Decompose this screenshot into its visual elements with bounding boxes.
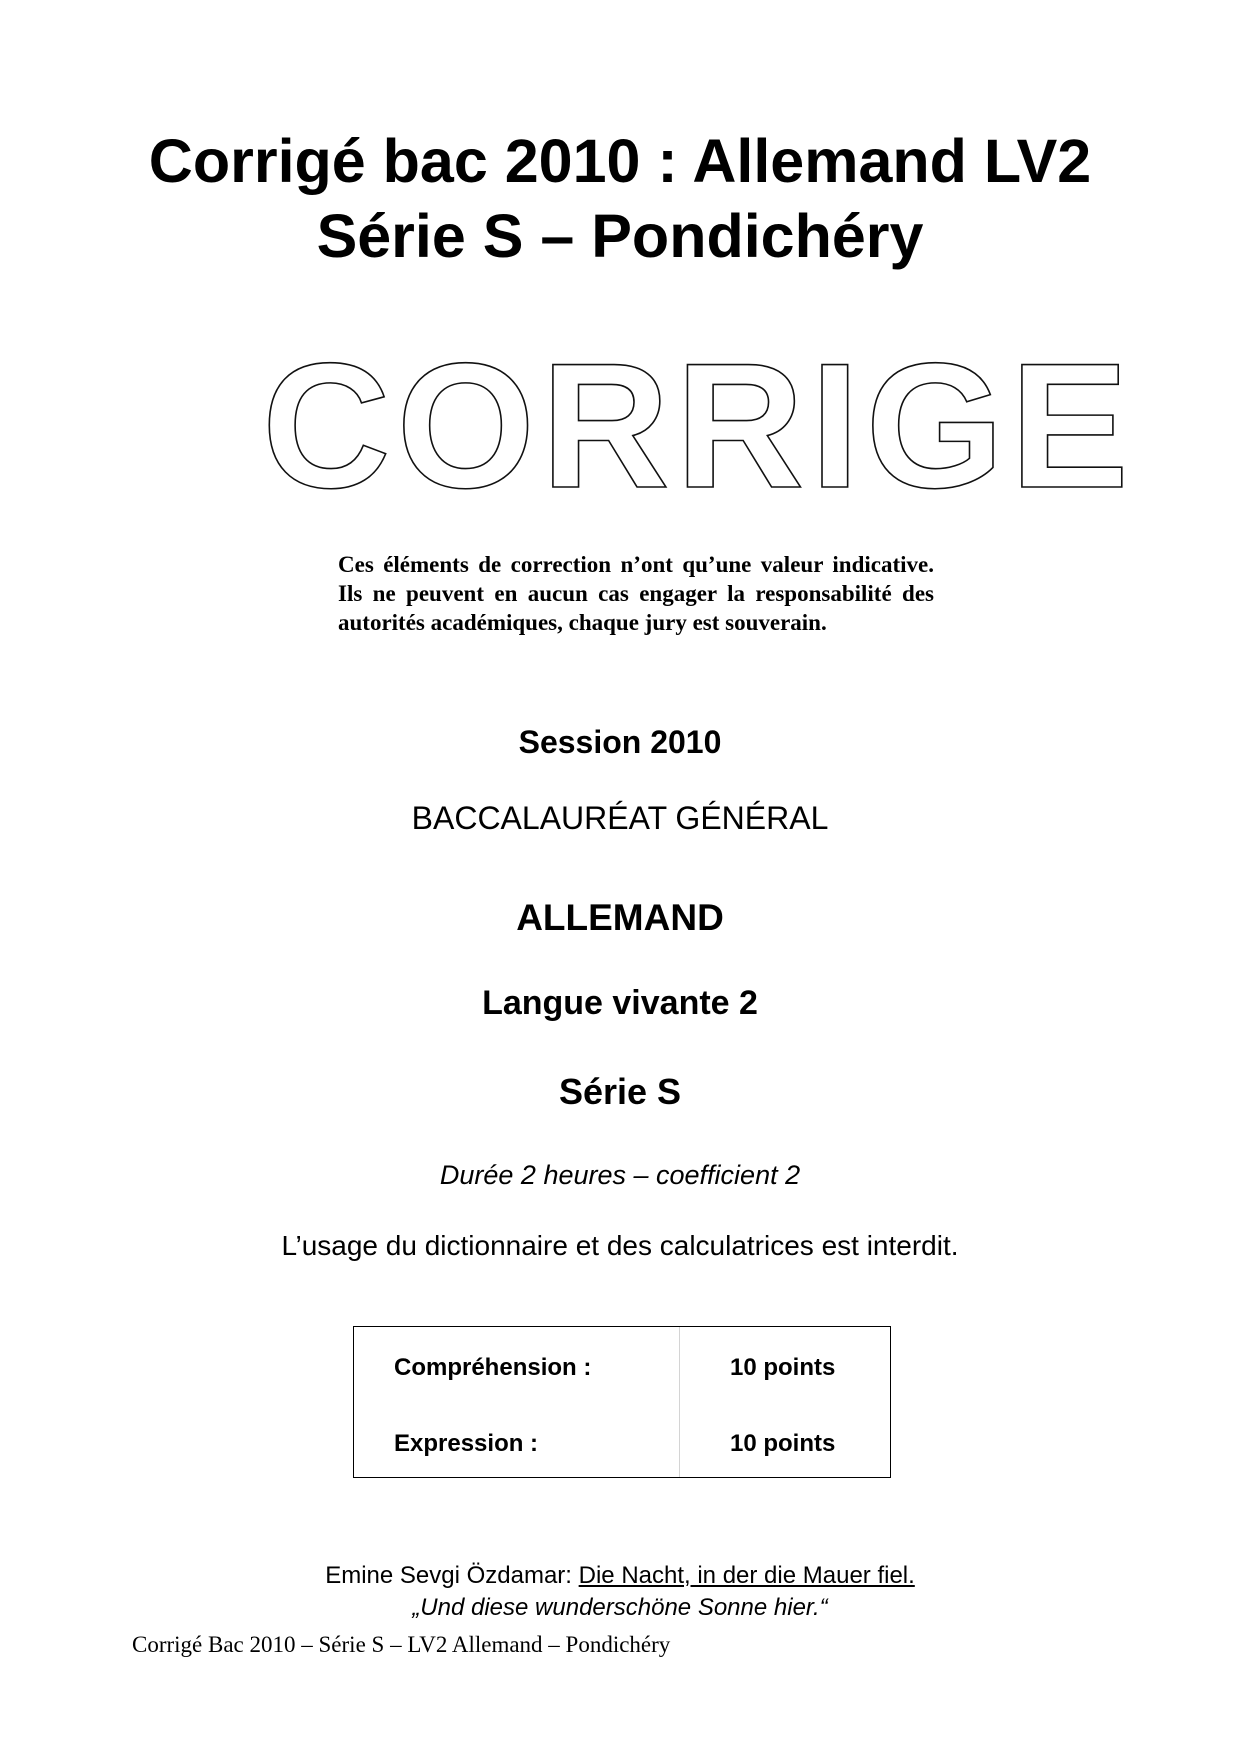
language-heading: Langue vivante 2 <box>482 984 758 1022</box>
source-line <box>0 1560 1240 1592</box>
source-author: Emine Sevgi Özdamar: <box>325 1562 579 1589</box>
page-title-line-1: Corrigé bac 2010 : Allemand LV2 <box>148 127 1092 195</box>
page-title-line-2: Série S – Pondichéry <box>316 202 924 270</box>
source-work-title: Die Nacht, in der die Mauer fiel. <box>578 1562 915 1589</box>
score-points: 10 points <box>730 1354 836 1381</box>
serie-heading: Série S <box>558 1071 682 1112</box>
scoring-table <box>353 1326 891 1478</box>
subject-heading: ALLEMAND <box>516 897 724 938</box>
score-label: Expression : <box>394 1430 539 1457</box>
score-label: Compréhension : <box>394 1354 592 1381</box>
session-heading: Session 2010 <box>518 724 722 760</box>
exam-type: BACCALAURÉAT GÉNÉRAL <box>411 800 829 836</box>
table-row <box>354 1427 890 1461</box>
duration-text: Durée 2 heures – coefficient 2 <box>439 1160 801 1190</box>
corrige-stamp: CORRIGE <box>262 326 1135 525</box>
page-footer: Corrigé Bac 2010 – Série S – LV2 Allemand – Pondichéry <box>132 1632 671 1657</box>
source-quote: „Und diese wunderschöne Sonne hier.“ <box>412 1594 828 1621</box>
score-points: 10 points <box>730 1430 836 1457</box>
disclaimer-text: Ces éléments de correction n’ont qu’une valeur indicative. Ils ne peuvent en aucun cas engager la responsabilité des autorités académiques, chaque jury est souverain. <box>338 552 934 635</box>
usage-note: L’usage du dictionnaire et des calculatrices est interdit. <box>281 1230 959 1261</box>
table-row <box>354 1351 890 1385</box>
